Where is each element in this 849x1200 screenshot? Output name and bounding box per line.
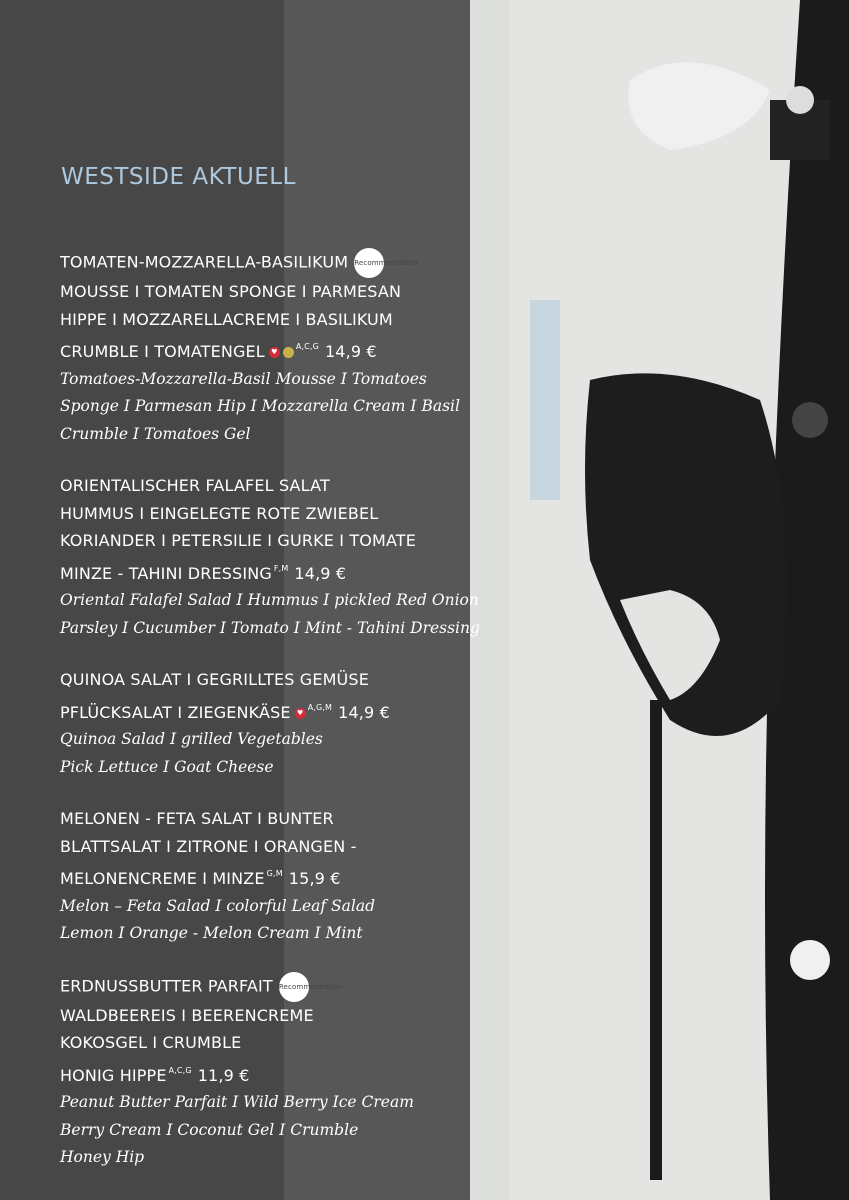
item-name-end: MINZE - TAHINI DRESSING bbox=[60, 563, 272, 583]
menu-item-quinoa-salat bbox=[60, 666, 480, 781]
item-line bbox=[60, 972, 480, 1002]
item-name-end: MELONENCREME I MINZE bbox=[60, 869, 265, 888]
item-price: 15,9 € bbox=[288, 869, 341, 888]
item-name: ERDNUSSBUTTER PARFAIT bbox=[60, 976, 273, 995]
menu-list bbox=[60, 248, 480, 1196]
item-line bbox=[60, 694, 480, 727]
item-line bbox=[60, 555, 480, 588]
item-price: 14,9 € bbox=[338, 702, 390, 722]
menu-item-falafel-salat bbox=[60, 472, 480, 642]
item-name: ORIENTALISCHER FALAFEL SALAT bbox=[60, 476, 330, 495]
item-translation: Melon – Feta Salad I colorful Leaf Salad bbox=[60, 896, 376, 915]
item-price: 14,9 € bbox=[294, 563, 347, 583]
item-line: KOKOSGEL I CRUMBLE bbox=[60, 1033, 242, 1052]
item-translation: Crumble I Tomatoes Gel bbox=[60, 424, 251, 443]
vegetarian-heart-icon: ♥ bbox=[295, 708, 306, 719]
vegetarian-heart-icon: ♥ bbox=[269, 347, 280, 358]
recommendation-badge bbox=[278, 972, 343, 1002]
abstract-painting bbox=[470, 0, 849, 1200]
menu-item-erdnussbutter-parfait bbox=[60, 972, 480, 1172]
allergen-codes: A,C,G bbox=[295, 342, 319, 351]
item-line bbox=[60, 333, 480, 366]
item-line: BLATTSALAT I ZITRONE I ORANGEN - bbox=[60, 836, 357, 856]
item-price: 11,9 € bbox=[197, 1065, 250, 1085]
allergen-codes: G,M bbox=[266, 869, 283, 878]
item-translation: Lemon I Orange - Melon Cream I Mint bbox=[60, 924, 363, 942]
item-translation: Berry Cream I Coconut Gel I Crumble bbox=[60, 1120, 359, 1139]
item-price: 14,9 € bbox=[324, 342, 377, 361]
menu-item-tomaten-mozzarella bbox=[60, 248, 480, 448]
item-name: MELONEN - FETA SALAT I BUNTER bbox=[60, 809, 334, 828]
item-translation: Pick Lettuce I Goat Cheese bbox=[60, 757, 274, 776]
item-translation: Tomatoes-Mozzarella-Basil Mousse I Tomatoes bbox=[60, 369, 427, 388]
item-name: TOMATEN-MOZZARELLA-BASILIKUM bbox=[60, 252, 349, 272]
item-translation: Parsley I Cucumber I Tomato I Mint - Tahini Dressing bbox=[60, 618, 480, 637]
item-line: HUMMUS I EINGELEGTE ROTE ZWIEBEL bbox=[60, 503, 379, 523]
item-translation: Quinoa Salad I grilled Vegetables bbox=[60, 730, 323, 748]
item-translation: Honey Hip bbox=[60, 1148, 145, 1166]
item-name-end: PFLÜCKSALAT I ZIEGENKÄSE bbox=[60, 702, 291, 722]
item-translation: Peanut Butter Parfait I Wild Berry Ice Cream bbox=[60, 1093, 414, 1111]
item-line bbox=[60, 248, 480, 278]
abstract-painting-svg bbox=[470, 0, 849, 1200]
item-line bbox=[60, 1057, 480, 1090]
item-line: HIPPE I MOZZARELLACREME I BASILIKUM bbox=[60, 309, 393, 329]
item-line: WALDBEEREIS I BEERENCREME bbox=[60, 1005, 314, 1025]
item-translation: Oriental Falafel Salad I Hummus I pickled Red Onion bbox=[60, 591, 479, 609]
recommendation-badge bbox=[354, 248, 418, 278]
item-name: QUINOA SALAT I GEGRILLTES GEMÜSE bbox=[60, 670, 369, 689]
allergen-codes: F,M bbox=[273, 563, 289, 573]
badge-label: Recommendation bbox=[278, 982, 343, 991]
badge-label: Recommendation bbox=[354, 259, 418, 267]
item-name-end: HONIG HIPPE bbox=[60, 1065, 167, 1085]
item-name-end: CRUMBLE I TOMATENGEL bbox=[60, 342, 265, 361]
allergen-codes: A,G,M bbox=[307, 702, 333, 712]
item-line: MOUSSE I TOMATEN SPONGE I PARMESAN bbox=[60, 282, 402, 301]
menu-item-melonen-feta bbox=[60, 805, 480, 948]
item-translation: Sponge I Parmesan Hip I Mozzarella Cream I Basil bbox=[60, 397, 460, 415]
page-title: WESTSIDE AKTUELL bbox=[61, 164, 296, 190]
item-line: KORIANDER I PETERSILIE I GURKE I TOMATE bbox=[60, 531, 416, 550]
item-line bbox=[60, 860, 480, 893]
allergen-codes: A,C,G bbox=[168, 1065, 192, 1075]
veggie-leaf-icon bbox=[283, 347, 294, 358]
